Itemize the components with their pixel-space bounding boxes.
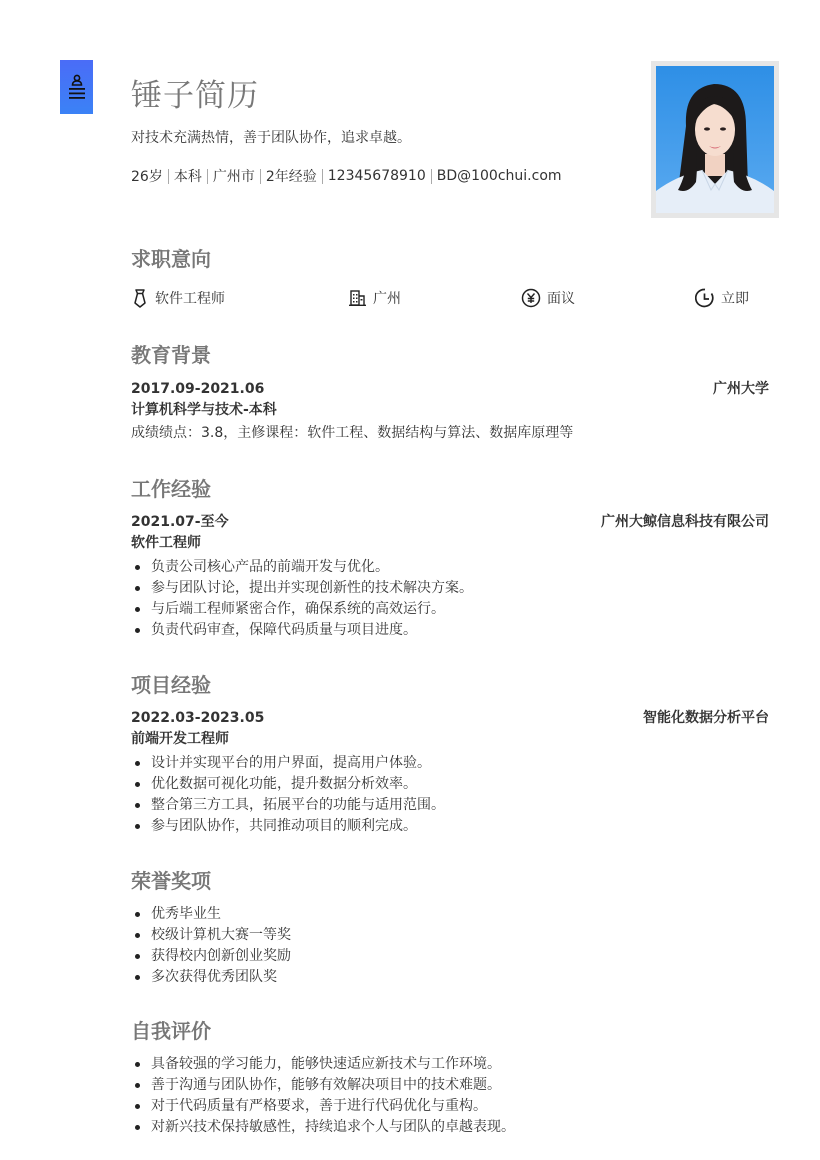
project-period: 2022.03-2023.05: [131, 710, 265, 726]
project-role: 前端开发工程师: [131, 731, 229, 747]
intent-city-label: 广州: [373, 291, 401, 307]
intent-city: [349, 288, 521, 308]
divider: [322, 169, 323, 184]
job-intent-section: [131, 244, 769, 310]
basic-info: [131, 166, 562, 186]
resume-icon: [68, 73, 86, 101]
project-header: [131, 708, 769, 729]
list-item: 设计并实现平台的用户界面，提高用户体验。: [131, 753, 769, 774]
list-item: 参与团队协作，共同推动项目的顺利完成。: [131, 816, 769, 837]
list-item: 负责公司核心产品的前端开发与优化。: [131, 557, 769, 578]
section-title: 工作经验: [131, 477, 211, 501]
list-item: 对新兴技术保持敏感性，持续追求个人与团队的卓越表现。: [131, 1117, 769, 1138]
self-evaluation-section: [131, 1016, 769, 1138]
section-title: 项目经验: [131, 673, 211, 697]
tie-icon: [131, 288, 149, 308]
project-bullets: [131, 753, 769, 837]
list-item: 优秀毕业生: [131, 904, 769, 925]
list-item: 对于代码质量有严格要求，善于进行代码优化与重构。: [131, 1096, 769, 1117]
work-role: 软件工程师: [131, 535, 201, 551]
divider: [207, 169, 208, 184]
list-item: 获得校内创新创业奖励: [131, 946, 769, 967]
company-name: 广州大鲸信息科技有限公司: [601, 514, 769, 530]
intent-salary-label: 面议: [547, 291, 575, 307]
work-header: [131, 512, 769, 533]
education-header: [131, 379, 769, 400]
work-bullets: [131, 557, 769, 641]
list-item: 善于沟通与团队协作，能够有效解决项目中的技术难题。: [131, 1075, 769, 1096]
section-title: 求职意向: [131, 247, 211, 271]
info-degree: 本科: [173, 169, 202, 185]
resume-badge: [60, 60, 93, 114]
section-title: 荣誉奖项: [131, 869, 211, 893]
intent-salary: [521, 288, 695, 308]
portrait-image: [656, 66, 774, 213]
section-title: 教育背景: [131, 343, 211, 367]
intent-position: [131, 288, 349, 308]
yuan-icon: [521, 288, 541, 308]
list-item: 负责代码审查，保障代码质量与项目进度。: [131, 620, 769, 641]
clock-icon: [695, 288, 715, 308]
project-name: 智能化数据分析平台: [643, 710, 769, 726]
profile-photo: [651, 61, 779, 218]
education-section: [131, 340, 769, 446]
info-experience: 2年经验: [265, 169, 317, 185]
info-phone: 12345678910: [327, 168, 426, 184]
list-item: 优化数据可视化功能，提升数据分析效率。: [131, 774, 769, 795]
list-item: 多次获得优秀团队奖: [131, 967, 769, 988]
work-section: [131, 474, 769, 641]
project-section: [131, 670, 769, 837]
work-period: 2021.07-至今: [131, 514, 229, 530]
slogan: 对技术充满热情，善于团队协作，追求卓越。: [131, 130, 411, 146]
education-detail: 成绩绩点：3.8，主修课程：软件工程、数据结构与算法、数据库原理等: [131, 425, 574, 441]
list-item: 校级计算机大赛一等奖: [131, 925, 769, 946]
honors-section: [131, 866, 769, 988]
divider: [260, 169, 261, 184]
list-item: 参与团队讨论，提出并实现创新性的技术解决方案。: [131, 578, 769, 599]
building-icon: [349, 289, 367, 307]
info-city: 广州市: [212, 169, 255, 185]
intent-position-label: 软件工程师: [155, 291, 225, 307]
honors-bullets: [131, 904, 769, 988]
school-name: 广州大学: [713, 381, 769, 397]
section-title: 自我评价: [131, 1019, 211, 1043]
major: 计算机科学与技术-本科: [131, 402, 277, 418]
list-item: 具备较强的学习能力，能够快速适应新技术与工作环境。: [131, 1054, 769, 1075]
info-email: BD@100chui.com: [436, 168, 562, 184]
divider: [168, 169, 169, 184]
intent-availability: [695, 288, 749, 308]
list-item: 整合第三方工具，拓展平台的功能与适用范围。: [131, 795, 769, 816]
info-age: 26岁: [131, 169, 163, 185]
education-period: 2017.09-2021.06: [131, 381, 265, 397]
resume-name: 锤子简历: [131, 78, 259, 114]
self-eval-bullets: [131, 1054, 769, 1138]
divider: [431, 169, 432, 184]
intent-list: [131, 286, 769, 310]
list-item: 与后端工程师紧密合作，确保系统的高效运行。: [131, 599, 769, 620]
intent-availability-label: 立即: [721, 291, 749, 307]
